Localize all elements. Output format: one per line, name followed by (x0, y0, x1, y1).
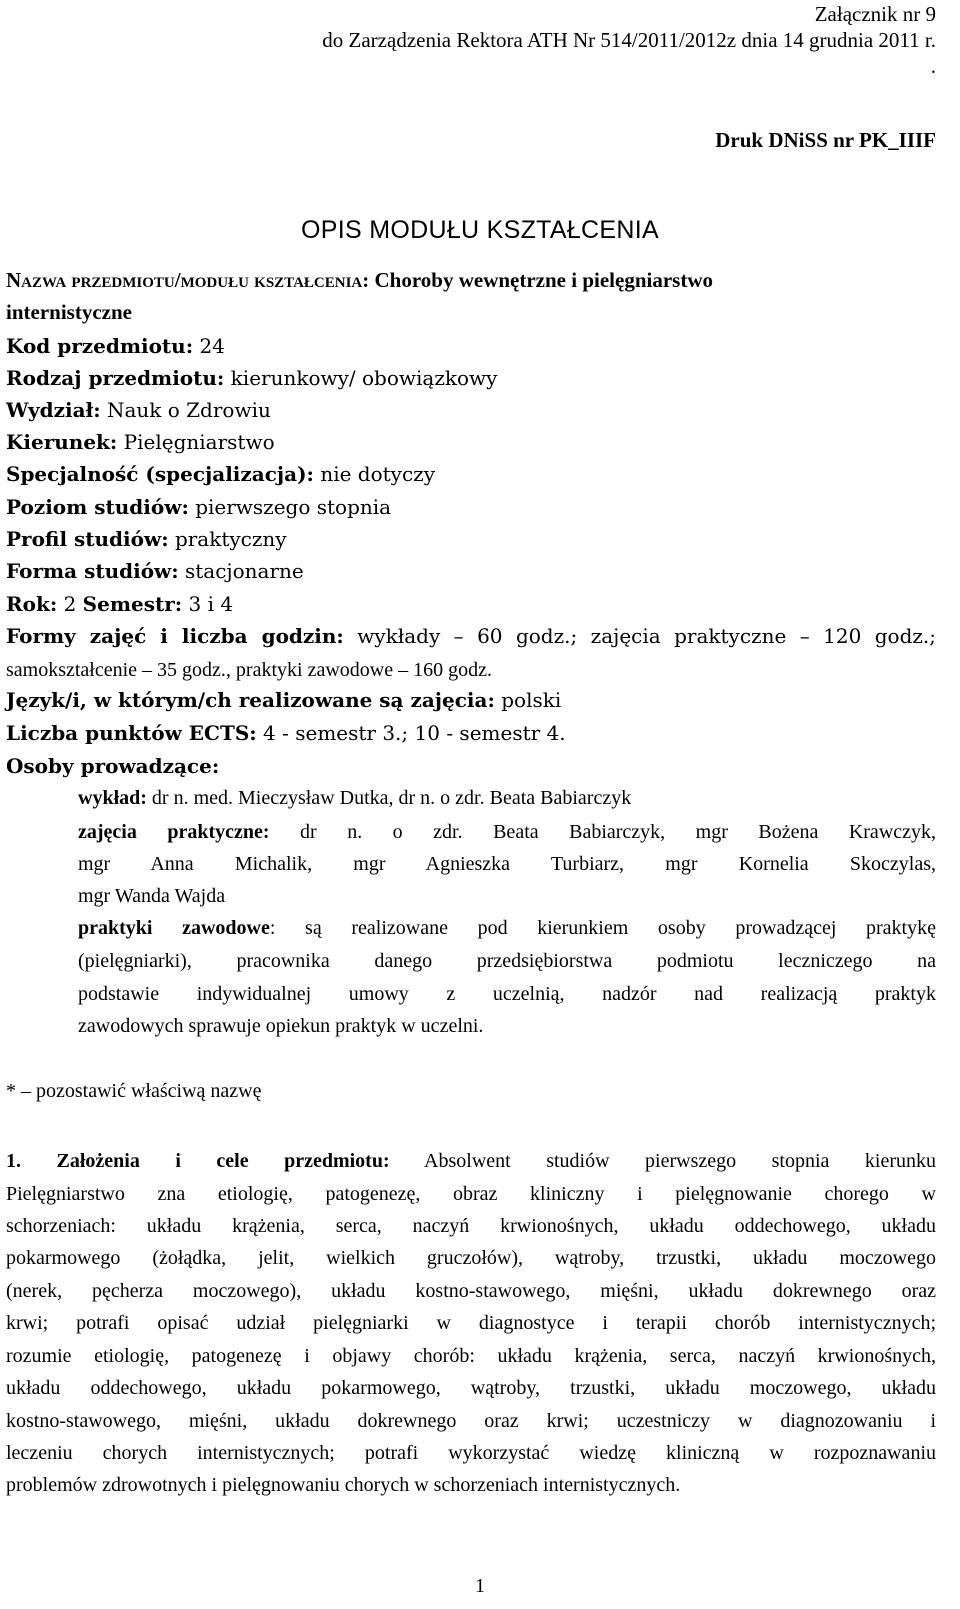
section1-row-3: schorzeniach: układu krążenia, serca, naczyń krwionośnych, układu oddechowego, układu (6, 1215, 936, 1237)
section1-row-7: rozumie etiologię, patogenezę i objawy chorób: układu krążenia, serca, naczyń krwionośnych, (6, 1345, 936, 1367)
ects-value: 4 - semestr 3.; 10 - semestr 4. (263, 721, 566, 745)
level-value: pierwszego stopnia (195, 495, 392, 519)
language-label: Język/i, w którym/ch realizowane są zajęcia: (6, 688, 495, 712)
module-name-row (6, 270, 713, 291)
section1-row-10: leczeniu chorych internistycznych; potrafi wykorzystać wiedzę kliniczną w rozpoznawaniu (6, 1442, 936, 1464)
type-value: kierunkowy/ obowiązkowy (230, 366, 498, 390)
practical-value-cont-1: mgr Anna Michalik, mgr Agnieszka Turbiarz, mgr Kornelia Skoczylas, (78, 853, 936, 875)
section1-row-6: krwi; potrafi opisać udział pielęgniarki w diagnostyce i terapii chorób internistycznych; (6, 1312, 936, 1334)
internship-row (78, 918, 936, 938)
section1-row-11: problemów zdrowotnych i pielęgnowaniu chorych w schorzeniach internistycznych. (6, 1474, 681, 1496)
internship-value-cont-2: podstawie indywidualnej umowy z uczelnią, nadzór nad realizacją praktyk (78, 983, 936, 1005)
module-name-value: Choroby wewnętrzne i pielęgniarstwo (374, 268, 713, 292)
profile-label: Profil studiów: (6, 527, 169, 551)
lecture-value: dr n. med. Mieczysław Dutka, dr n. o zdr. Beata Babiarczyk (151, 787, 632, 809)
internship-label: praktyki zawodowe (78, 917, 270, 939)
level-label: Poziom studiów: (6, 495, 189, 519)
profile-value: praktyczny (174, 527, 287, 551)
section1-row-9: kostno-stawowego, mięśni, układu dokrewnego oraz krwi; uczestniczy w diagnozowaniu i (6, 1410, 936, 1432)
semester-value: 3 i 4 (188, 592, 234, 616)
classes-value: wykłady – 60 godz.; zajęcia praktyczne – 120 godz.; (357, 624, 936, 648)
section1-text-1: Absolwent studiów pierwszego stopnia kierunku (424, 1150, 936, 1172)
language-row (6, 690, 561, 710)
module-name-value-cont: internistyczne (6, 300, 132, 324)
faculty-row (6, 400, 271, 420)
study-form-value: stacjonarne (185, 559, 304, 583)
page-title: OPIS MODUŁU KSZTAŁCENIA (301, 216, 659, 244)
footnote: * – pozostawić właściwą nazwę (6, 1080, 262, 1102)
annex-number: Załącznik nr 9 (814, 2, 936, 26)
ects-label: Liczba punktów ECTS: (6, 721, 257, 745)
code-row (6, 336, 225, 356)
internship-value: : są realizowane pod kierunkiem osoby prowadzącej praktykę (269, 917, 936, 939)
internship-value-cont-1: (pielęgniarki), pracownika danego przedsiębiorstwa podmiotu leczniczego na (78, 950, 936, 972)
faculty-value: Nauk o Zdrowiu (106, 398, 271, 422)
practical-value-cont-2: mgr Wanda Wajda (78, 885, 226, 907)
language-value: polski (501, 688, 562, 712)
module-name-label: Nazwa przedmiotu/modułu kształcenia: (6, 268, 370, 292)
specialty-value: nie dotyczy (320, 462, 435, 486)
lecture-row (78, 788, 631, 808)
section1-row-5: (nerek, pęcherza moczowego), układu kostno-stawowego, mięśni, układu dokrewnego oraz (6, 1280, 936, 1302)
section1-row-4: pokarmowego (żołądka, jelit, wielkich gruczołów), wątroby, trzustki, układu moczowego (6, 1247, 936, 1269)
type-row (6, 368, 497, 388)
teachers-row (6, 756, 219, 776)
practical-row (78, 822, 936, 842)
field-value: Pielęgniarstwo (123, 430, 275, 454)
regulation-reference: do Zarządzenia Rektora ATH Nr 514/2011/2012z dnia 14 grudnia 2011 r. (322, 28, 936, 52)
type-label: Rodzaj przedmiotu: (6, 366, 225, 390)
field-row (6, 432, 275, 452)
lecture-label: wykład: (78, 787, 147, 809)
ects-row (6, 723, 566, 743)
level-row (6, 497, 391, 517)
classes-label: Formy zajęć i liczba godzin: (6, 624, 344, 648)
year-value: 2 (63, 592, 77, 616)
field-label: Kierunek: (6, 430, 118, 454)
classes-row (6, 626, 936, 646)
section1-label: 1. Założenia i cele przedmiotu: (6, 1150, 390, 1172)
faculty-label: Wydział: (6, 398, 101, 422)
specialty-row (6, 464, 435, 484)
section1-row-8: układu oddechowego, układu pokarmowego, wątroby, trzustki, układu moczowego, układu (6, 1377, 936, 1399)
year-label: Rok: (6, 592, 58, 616)
section1-row-2: Pielęgniarstwo zna etiologię, patogenezę, obraz kliniczny i pielęgnowanie chorego w (6, 1183, 936, 1205)
header-dot: . (930, 54, 936, 78)
classes-value-cont: samokształcenie – 35 godz., praktyki zawodowe – 160 godz. (6, 659, 492, 681)
practical-label: zajęcia praktyczne: (78, 821, 270, 843)
code-value: 24 (199, 334, 225, 358)
page-number: 1 (475, 1575, 485, 1597)
internship-value-cont-3: zawodowych sprawuje opiekun praktyk w uczelni. (78, 1015, 484, 1037)
specialty-label: Specjalność (specjalizacja): (6, 462, 314, 486)
form-number: Druk DNiSS nr PK_IIIF (715, 128, 936, 152)
study-form-row (6, 561, 304, 581)
practical-value: dr n. o zdr. Beata Babiarczyk, mgr Bożena Krawczyk, (300, 821, 937, 843)
year-semester-row (6, 594, 233, 614)
semester-label: Semestr: (82, 592, 183, 616)
section1-row-1 (6, 1151, 936, 1171)
profile-row (6, 529, 287, 549)
code-label: Kod przedmiotu: (6, 334, 194, 358)
study-form-label: Forma studiów: (6, 559, 179, 583)
teachers-label: Osoby prowadzące: (6, 754, 220, 778)
